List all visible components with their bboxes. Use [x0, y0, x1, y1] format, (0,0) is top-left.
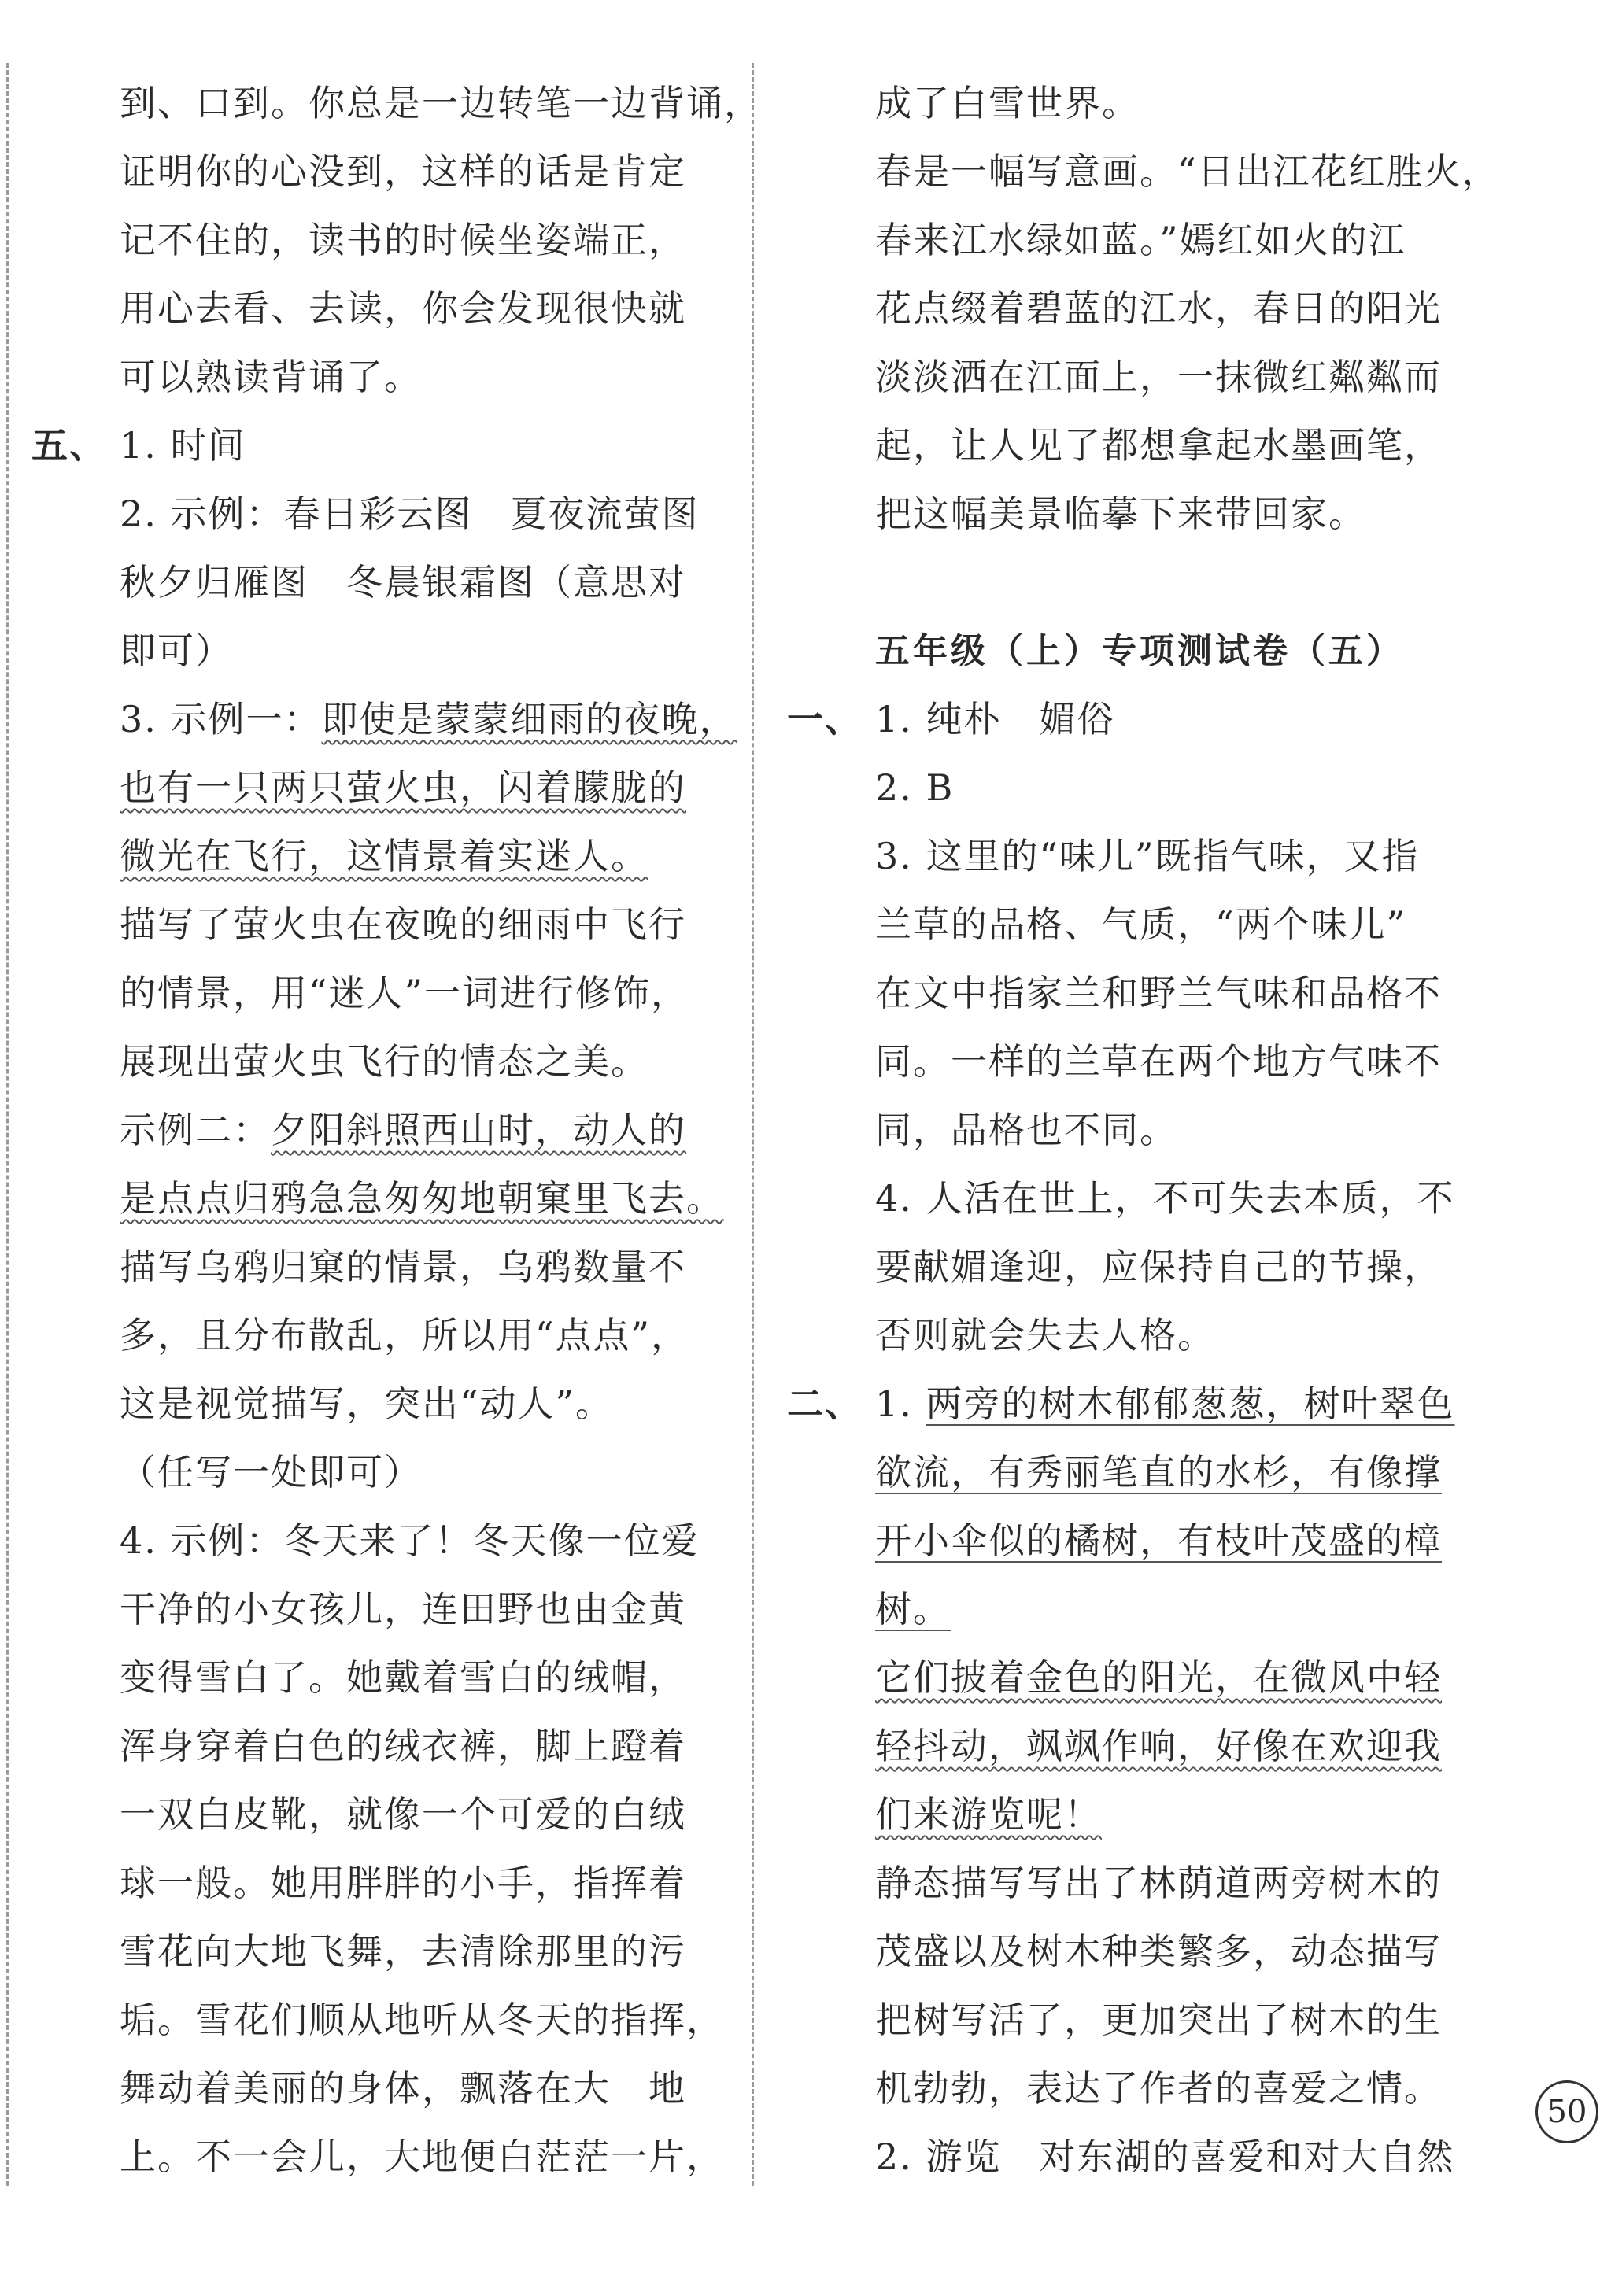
answer-line [787, 1575, 1480, 1644]
left-column [31, 69, 762, 2191]
answer-line [31, 685, 737, 754]
answer-line: 垢。雪花们顺从地听从冬天的指挥， [120, 1999, 724, 2041]
center-divider-line [752, 63, 754, 2186]
quoted-sentence: 两旁的树木郁郁葱葱，树叶翠色 [926, 1382, 1455, 1425]
answer-line: 同，品格也不同。 [875, 1109, 1177, 1151]
answer-line: 同。一样的兰草在两个地方气味不 [875, 1040, 1442, 1083]
answer-line: 浑身穿着白色的绒衣裤，脚上蹬着 [120, 1725, 686, 1767]
answer-line [787, 1507, 1480, 1575]
answer-note: （任写一处即可） [120, 1451, 422, 1493]
answer-line [31, 754, 724, 822]
answer-line: 兰草的品格、气质，“两个味儿” [875, 903, 1407, 946]
quoted-sentence: 也有一只两只萤火虫，闪着朦胧的 [120, 766, 686, 809]
answer-line: 变得雪白了。她戴着雪白的绒帽， [120, 1656, 686, 1699]
quoted-sentence: 即使是蒙蒙细雨的夜晚， [321, 698, 737, 740]
answer-prefix: 3. 示例一： [120, 698, 322, 740]
text-line: 可以熟读背诵了。 [120, 356, 422, 398]
answer-line: 雪花向大地飞舞，去清除那里的污 [120, 1930, 686, 1973]
text-line: 花点缀着碧蓝的江水，春日的阳光 [875, 287, 1442, 330]
text-line: 用心去看、去读，你会发现很快就 [120, 287, 686, 330]
section-2-q1 [787, 1370, 1480, 1438]
answer-line: 静态描写写出了林荫道两旁树木的 [875, 1862, 1442, 1904]
answer-line: 秋夕归雁图 冬晨银霜图（意思对 [120, 561, 686, 604]
answer-line: 2. 示例：春日彩云图 夏夜流萤图 [120, 493, 700, 535]
quoted-sentence: 们来游览呢！ [875, 1793, 1102, 1836]
text-line: 起，让人见了都想拿起水墨画笔， [875, 424, 1442, 467]
answer-line: 2. B [875, 766, 955, 809]
section-title: 五年级（上）专项测试卷（五） [875, 631, 1404, 671]
answer-line [787, 1644, 1480, 1712]
answer-line: 的情景，用“迷人”一词进行修饰， [120, 972, 689, 1014]
section-5-label: 五、 [31, 424, 107, 467]
answer-line: 多，且分布散乱，所以用“点点”， [120, 1314, 689, 1357]
quoted-sentence: 轻抖动，飒飒作响，好像在欢迎我 [875, 1725, 1442, 1767]
left-binding-line [6, 63, 9, 2186]
answer-line: 在文中指家兰和野兰气味和品格不 [875, 972, 1442, 1014]
answer-line: 展现出萤火虫飞行的情态之美。 [120, 1040, 648, 1083]
text-line: 春来江水绿如蓝。”嫣红如火的江 [875, 219, 1406, 261]
answer-line: 要献媚逢迎，应保持自己的节操， [875, 1246, 1442, 1288]
text-line: 成了白雪世界。 [875, 82, 1140, 124]
answer-line: 球一般。她用胖胖的小手，指挥着 [120, 1862, 686, 1904]
quoted-sentence: 欲流，有秀丽笔直的水杉，有像撑 [875, 1451, 1442, 1493]
answer-prefix: 1. [875, 1382, 926, 1425]
answer-line: 机勃勃，表达了作者的喜爱之情。 [875, 2067, 1442, 2110]
section-1-q1 [787, 685, 1480, 754]
answer-line [31, 1096, 724, 1165]
quoted-sentence: 是点点归鸦急急匆匆地朝窠里飞去。 [120, 1177, 724, 1220]
answer-line: 描写乌鸦归窠的情景，乌鸦数量不 [120, 1246, 686, 1288]
spacer [787, 548, 1480, 617]
answer-text: 1. 时间 [120, 424, 246, 467]
answer-line: 干净的小女孩儿，连田野也由金黄 [120, 1588, 686, 1630]
answer-line: 4. 示例：冬天来了！冬天像一位爱 [120, 1519, 700, 1562]
section-2-label: 二、 [787, 1382, 863, 1425]
quoted-sentence: 它们披着金色的阳光，在微风中轻 [875, 1656, 1442, 1699]
answer-line: 4. 人活在世上，不可失去本质，不 [875, 1177, 1455, 1220]
answer-line [31, 1165, 724, 1233]
quoted-sentence: 微光在飞行，这情景着实迷人。 [120, 835, 648, 877]
answer-prefix: 示例二： [120, 1109, 271, 1151]
answer-line: 一双白皮靴，就像一个可爱的白绒 [120, 1793, 686, 1836]
answer-line [787, 1438, 1480, 1507]
quoted-sentence: 开小伞似的橘树，有枝叶茂盛的樟 [875, 1519, 1442, 1562]
answer-line: 3. 这里的“味儿”既指气味，又指 [875, 835, 1420, 877]
text-line: 证明你的心没到，这样的话是肯定 [120, 150, 686, 193]
answer-line: 茂盛以及树木种类繁多，动态描写 [875, 1930, 1442, 1973]
answer-line: 即可） [120, 629, 233, 672]
answer-line: 上。不一会儿，大地便白茫茫一片， [120, 2135, 724, 2178]
quoted-sentence: 夕阳斜照西山时，动人的 [271, 1109, 686, 1151]
answer-line [787, 1712, 1480, 1781]
right-column [787, 69, 1500, 2191]
text-line: 记不住的，读书的时候坐姿端正， [120, 219, 686, 261]
answer-line [787, 1781, 1480, 1849]
answer-text: 1. 纯朴 媚俗 [875, 698, 1115, 740]
text-line: 到、口到。你总是一边转笔一边背诵， [120, 82, 762, 124]
text-line: 春是一幅写意画。“日出江花红胜火， [875, 150, 1500, 193]
text-line: 把这幅美景临摹下来带回家。 [875, 493, 1366, 535]
quoted-sentence: 树。 [875, 1588, 951, 1630]
section-1-label: 一、 [787, 698, 863, 740]
answer-line: 舞动着美丽的身体，飘落在大 地 [120, 2067, 686, 2110]
section-5-q1 [31, 412, 724, 480]
answer-line: 描写了萤火虫在夜晚的细雨中飞行 [120, 903, 686, 946]
answer-line: 把树写活了，更加突出了树木的生 [875, 1999, 1442, 2041]
answer-line: 这是视觉描写，突出“动人”。 [120, 1382, 614, 1425]
answer-line: 否则就会失去人格。 [875, 1314, 1215, 1357]
answer-line: 2. 游览 对东湖的喜爱和对大自然 [875, 2135, 1455, 2178]
page-number: 50 [1535, 2080, 1598, 2143]
answer-line [31, 822, 724, 891]
text-line: 淡淡洒在江面上，一抹微红粼粼而 [875, 356, 1442, 398]
